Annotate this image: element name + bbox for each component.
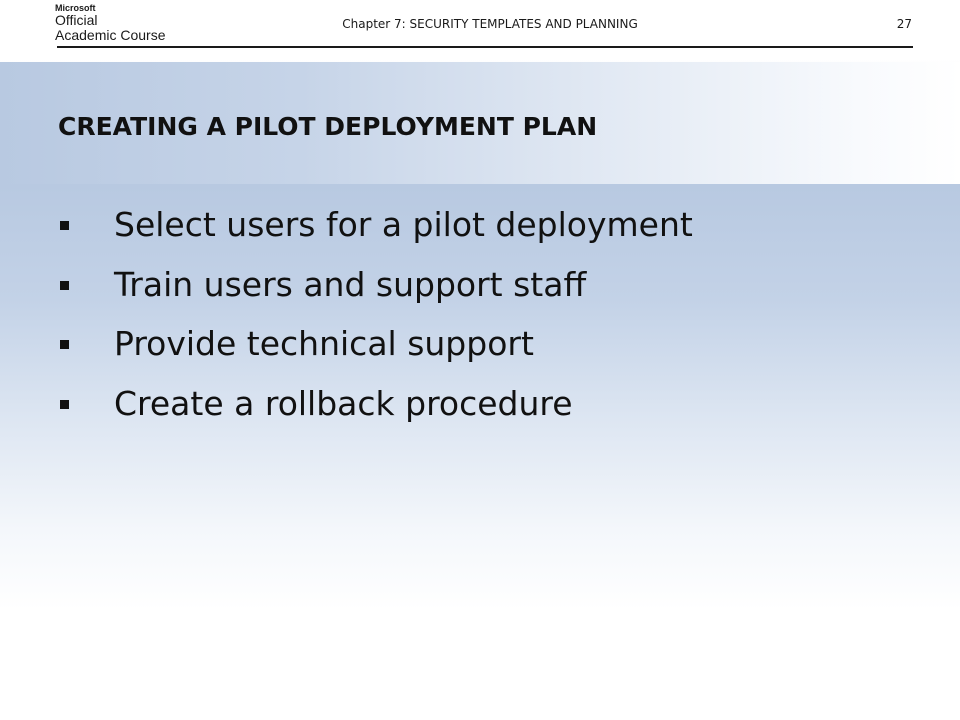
slide-title: CREATING A PILOT DEPLOYMENT PLAN bbox=[58, 112, 598, 141]
page-number: 27 bbox=[896, 17, 912, 31]
bullet-text: Create a rollback procedure bbox=[114, 383, 573, 423]
header-divider bbox=[57, 46, 913, 48]
bullet-text: Select users for a pilot deployment bbox=[114, 205, 693, 244]
logo-brand: Microsoft bbox=[55, 3, 96, 13]
bullet-item bbox=[58, 381, 918, 441]
bullet-item bbox=[58, 202, 918, 262]
bullet-list bbox=[58, 202, 918, 440]
logo-line-academic-course: Academic Course bbox=[55, 27, 166, 43]
bullet-text: Provide technical support bbox=[114, 324, 534, 363]
square-bullet-icon bbox=[60, 281, 69, 290]
logo-line-official: Official bbox=[55, 12, 98, 28]
microsoft-official-academic-course-logo bbox=[55, 3, 185, 45]
bullet-item bbox=[58, 321, 918, 381]
square-bullet-icon bbox=[60, 221, 69, 230]
bullet-item bbox=[58, 262, 918, 322]
chapter-title: Chapter 7: SECURITY TEMPLATES AND PLANNING bbox=[342, 17, 638, 31]
square-bullet-icon bbox=[60, 400, 69, 409]
square-bullet-icon bbox=[60, 340, 69, 349]
bullet-text: Train users and support staff bbox=[114, 264, 587, 304]
